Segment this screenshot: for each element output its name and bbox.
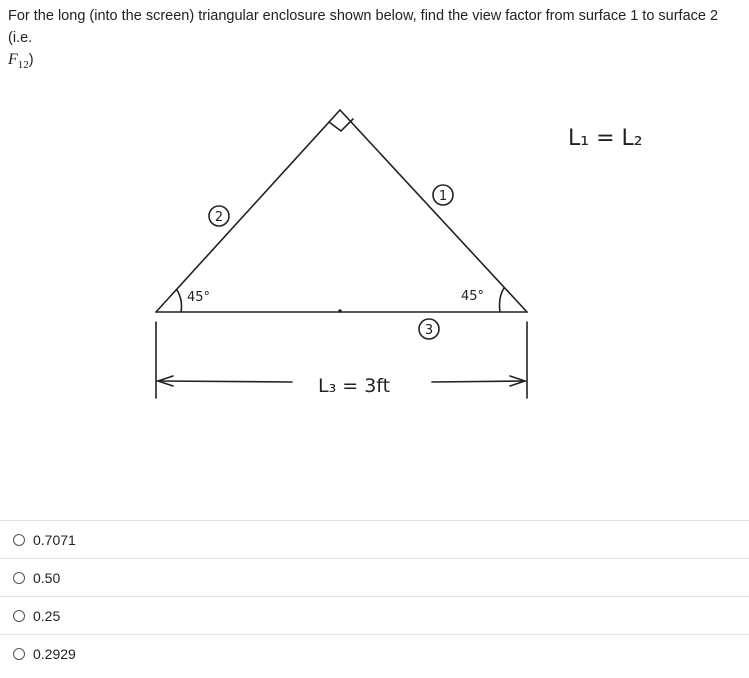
- surface-3-label: 3: [424, 323, 434, 338]
- question-body: For the long (into the screen) triangular enclosure shown below, find the view factor from surface 1 to surface 2 (i.e.: [8, 8, 719, 46]
- midpoint-dot: [338, 309, 342, 313]
- option-label: 0.7071: [33, 531, 76, 548]
- option-2[interactable]: [0, 558, 749, 596]
- surface-2-line: [156, 110, 340, 312]
- dimension-label: L₃ = 3ft: [318, 375, 391, 397]
- option-4[interactable]: [0, 634, 749, 672]
- answer-options: [0, 520, 749, 672]
- angle-right-label: 45°: [461, 289, 485, 304]
- question-close-paren: ): [28, 52, 34, 68]
- surface-1-line: [340, 110, 527, 312]
- dimension-arrow-right: [432, 381, 525, 382]
- surface-1-label: 1: [438, 189, 448, 204]
- angle-arc-right: [500, 288, 505, 312]
- surface-2-label: 2: [214, 210, 224, 225]
- option-3[interactable]: [0, 596, 749, 634]
- radio-button[interactable]: [13, 534, 25, 546]
- view-factor-subscript: 12: [17, 59, 29, 72]
- equation-label: L₁ = L₂: [568, 126, 643, 151]
- option-label: 0.50: [33, 569, 61, 586]
- view-factor-letter: F: [8, 51, 18, 68]
- option-1[interactable]: [0, 520, 749, 558]
- radio-button[interactable]: [13, 610, 25, 622]
- angle-arc-left: [177, 290, 182, 312]
- angle-left-label: 45°: [187, 290, 211, 305]
- option-label: 0.25: [33, 607, 61, 624]
- radio-button[interactable]: [13, 648, 25, 660]
- radio-button[interactable]: [13, 572, 25, 584]
- dimension-arrow-left: [158, 381, 292, 382]
- option-label: 0.2929: [33, 645, 76, 662]
